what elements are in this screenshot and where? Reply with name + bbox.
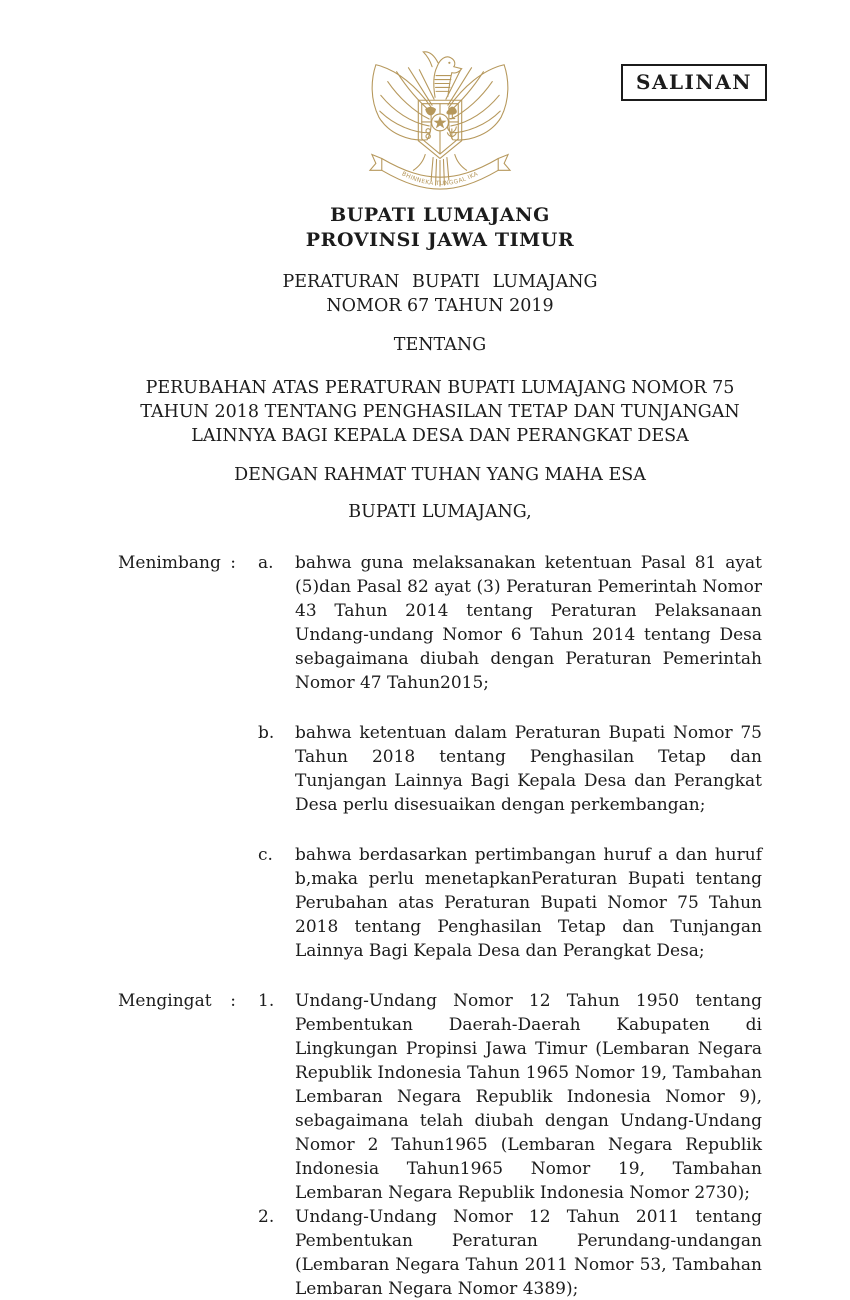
bull-head-icon xyxy=(425,107,436,116)
document-content xyxy=(118,0,762,1300)
section-label-colon: : xyxy=(230,991,236,1011)
section-mengingat xyxy=(118,989,762,1300)
section-label-text: Mengingat xyxy=(118,991,212,1011)
regulation-subject: PERUBAHAN ATAS PERATURAN BUPATI LUMAJANG NOMOR 75 TAHUN 2018 TENTANG PENGHASILAN TETAP DAN TUNJANGAN LAINNYA BAGI KEPALA DESA DAN PERANGKAT DESA xyxy=(140,378,740,446)
left-wing xyxy=(372,65,434,140)
garuda-pancasila-emblem-icon xyxy=(366,46,514,194)
item-marker: c. xyxy=(258,845,273,865)
tentang-label: TENTANG xyxy=(393,335,487,355)
item-marker: 2. xyxy=(258,1207,275,1227)
regulation-title xyxy=(118,270,762,318)
section-label-mengingat xyxy=(118,989,258,1013)
regulation-title-line2: NOMOR 67 TAHUN 2019 xyxy=(326,296,554,316)
item-marker: 1. xyxy=(258,991,275,1011)
section-label-text: Menimbang xyxy=(118,553,221,573)
item-text: Undang-Undang Nomor 12 Tahun 2011 tentang Pembentukan Peraturan Perundang-undangan (Lembaran Negara Tahun 2011 Nomor 53, Tambahan Lembaran Negara Nomor 4389); xyxy=(295,1207,762,1299)
section-label-menimbang xyxy=(118,551,258,575)
letterhead-line1: BUPATI LUMAJANG xyxy=(330,204,550,226)
motto-text: BHINNEKA TUNGGAL IKA xyxy=(400,171,480,188)
consideration-item-b xyxy=(118,721,762,817)
item-text: bahwa guna melaksanakan ketentuan Pasal 81 ayat (5)dan Pasal 82 ayat (3) Peraturan Pemerintah Nomor 43 Tahun 2014 tentang Peraturan Pelaksanaan Undang-undang Nomor 6 Tahun 2014 tentang Desa sebagaimana diubah dengan Peraturan Pemerintah Nomor 47 Tahun2015; xyxy=(295,553,762,693)
invocation-line: DENGAN RAHMAT TUHAN YANG MAHA ESA xyxy=(234,465,646,485)
right-wing xyxy=(446,65,508,140)
consideration-item-c xyxy=(118,843,762,963)
item-text: bahwa berdasarkan pertimbangan huruf a dan huruf b,maka perlu menetapkanPeraturan Bupati tentang Perubahan atas Peraturan Bupati Nomor 75 Tahun 2018 tentang Penghasilan Tetap dan Tunjangan Lainnya Bagi Kepala Desa dan Perangkat Desa; xyxy=(295,845,762,961)
consideration-item-a xyxy=(118,551,762,695)
salinan-stamp: SALINAN xyxy=(621,64,767,101)
legal-basis-item-1 xyxy=(118,989,762,1205)
legal-basis-item-2 xyxy=(118,1205,762,1300)
letterhead-line2: PROVINSI JAWA TIMUR xyxy=(305,229,575,251)
item-text: bahwa ketentuan dalam Peraturan Bupati Nomor 75 Tahun 2018 tentang Penghasilan Tetap dan Tunjangan Lainnya Bagi Kepala Desa dan Perangkat Desa perlu disesuaikan dengan perkembangan; xyxy=(295,723,762,815)
letterhead xyxy=(118,203,762,253)
section-label-colon: : xyxy=(230,553,236,573)
pancasila-shield xyxy=(418,100,461,158)
section-menimbang xyxy=(118,551,762,963)
authority-line: BUPATI LUMAJANG, xyxy=(348,502,532,522)
item-text: Undang-Undang Nomor 12 Tahun 1950 tentang Pembentukan Daerah-Daerah Kabupaten di Lingkungan Propinsi Jawa Timur (Lembaran Negara Republik Indonesia Tahun 1965 Nomor 19, Tambahan Lembaran Negara Republik Indonesia Nomor 9), sebagaimana telah diubah dengan Undang-Undang Nomor 2 Tahun1965 (Lembaran Negara Republik Indonesia Tahun1965 Nomor 19, Tambahan Lembaran Negara Republik Indonesia Nomor 2730); xyxy=(295,991,762,1203)
item-marker: b. xyxy=(258,723,275,743)
item-marker: a. xyxy=(258,553,274,573)
star-icon xyxy=(433,116,446,129)
regulation-title-line1: PERATURAN BUPATI LUMAJANG xyxy=(282,272,598,292)
eagle-head xyxy=(423,52,461,98)
